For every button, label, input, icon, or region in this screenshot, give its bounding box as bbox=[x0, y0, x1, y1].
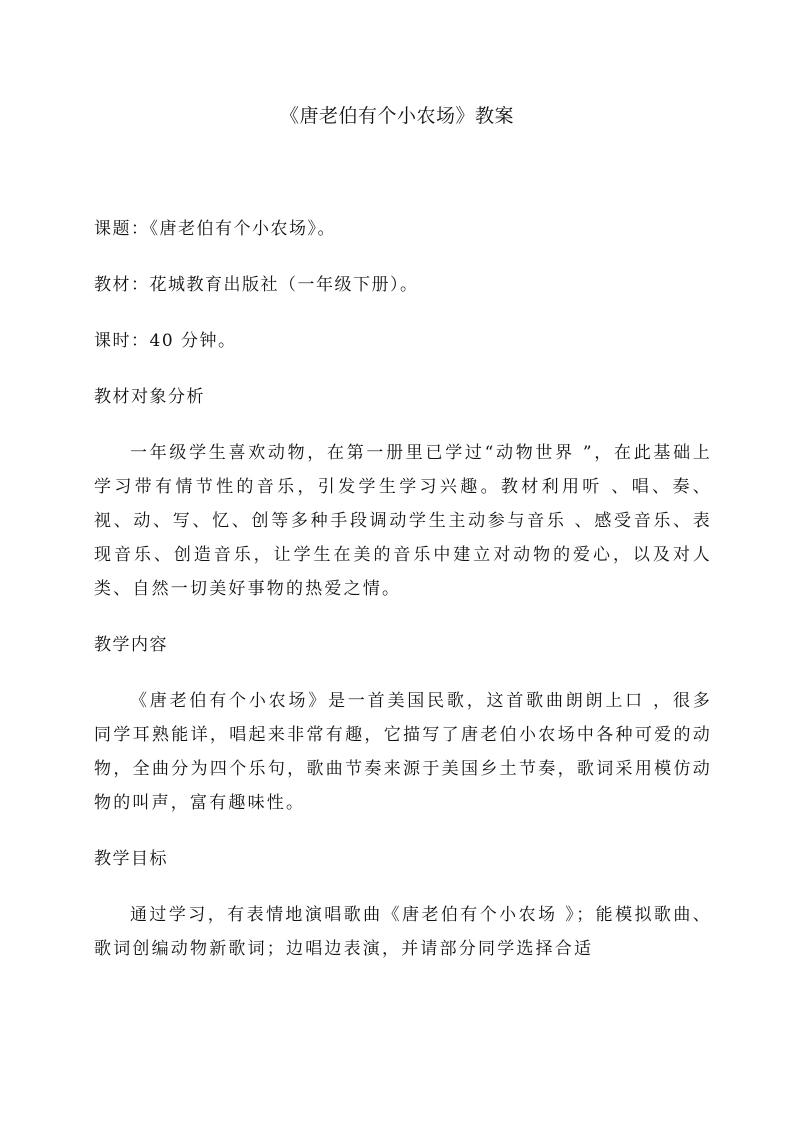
section-paragraph-objectives: 通过学习，有表情地演唱歌曲《唐老伯有个小农场 》；能模拟歌曲、歌词创编动物新歌词；边唱边表演，并请部分同学选择合适 bbox=[94, 905, 712, 959]
section-heading-analysis: 教材对象分析 bbox=[94, 387, 205, 407]
section-heading-content: 教学内容 bbox=[94, 635, 168, 655]
section-paragraph-content: 《唐老伯有个小农场》是一首美国民歌，这首歌曲朗朗上口 ，很多同学耳熟能详，唱起来非常有趣，它描写了唐老伯小农场中各种可爱的动物，全曲分为四个乐句，歌曲节奏来源于美国乡土节奏，歌词采用模仿动物的叫声，富有趣味性。 bbox=[94, 691, 712, 813]
meta-duration: 课时：40 分钟。 bbox=[94, 331, 237, 351]
section-paragraph-analysis: 一年级学生喜欢动物，在第一册里已学过“动物世界 ”，在此基础上学习带有情节性的音乐，引发学生学习兴趣。教材利用听 、唱、奏、视、动、写、忆、创等多种手段调动学生主动参与音乐 、感受音乐、表现音乐、创造音乐，让学生在美的音乐中建立对动物的爱心，以及对人类、自然一切美好事物的热爱之情。 bbox=[94, 443, 712, 599]
meta-textbook: 教材：花城教育出版社（一年级下册）。 bbox=[94, 275, 419, 295]
meta-topic: 课题：《唐老伯有个小农场》。 bbox=[94, 219, 336, 239]
section-heading-objectives: 教学目标 bbox=[94, 849, 168, 869]
document-body bbox=[94, 212, 712, 988]
document-title: 《唐老伯有个小农场》教案 bbox=[279, 105, 514, 127]
